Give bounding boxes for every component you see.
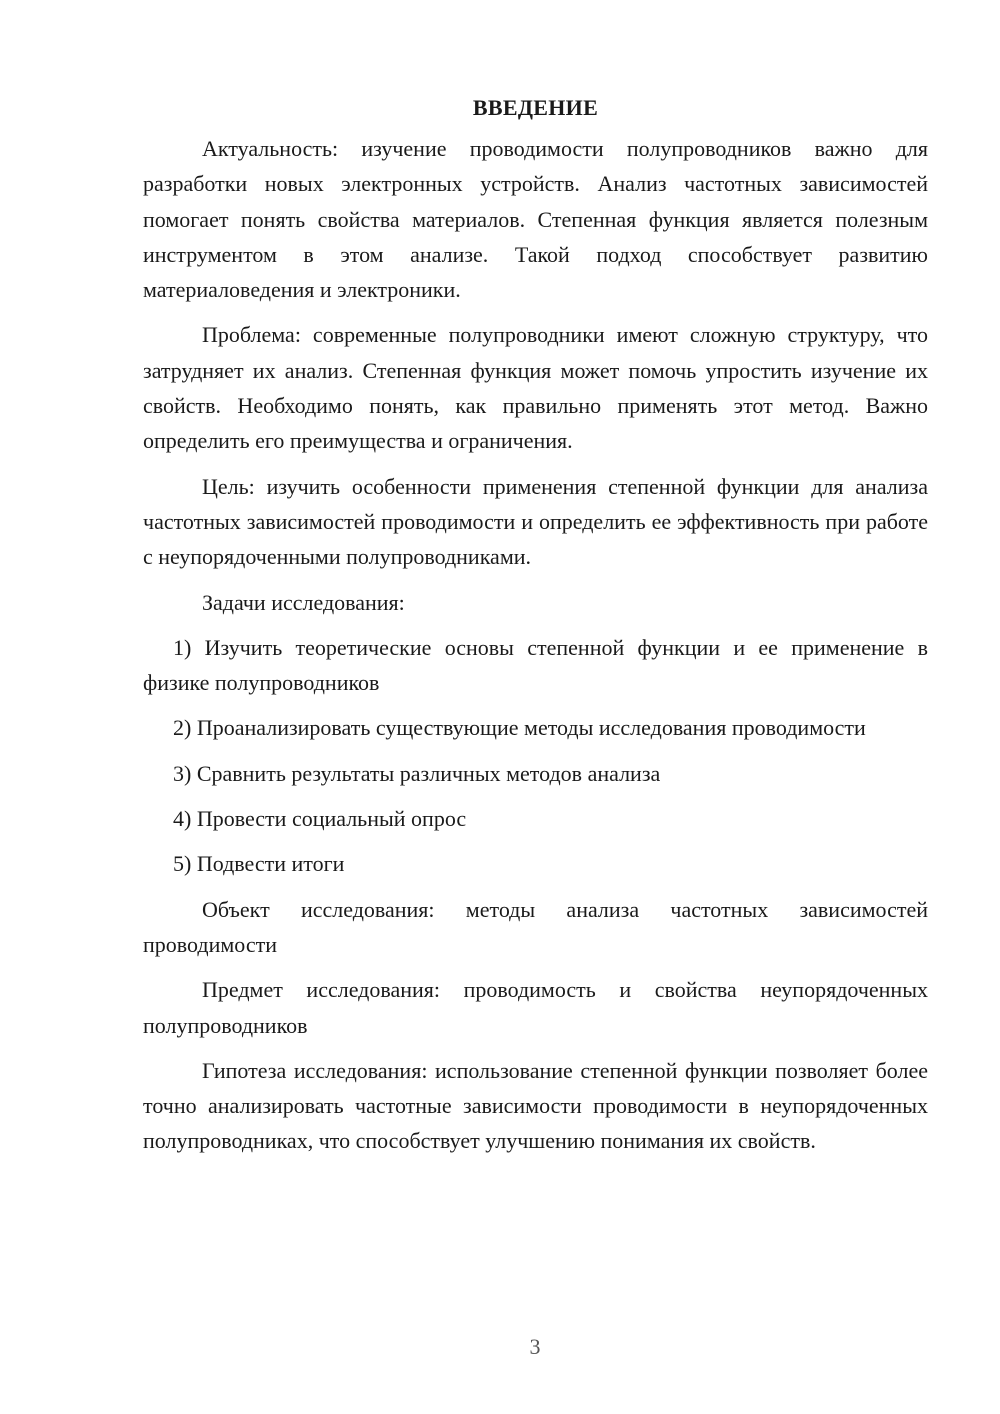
document-page [143,90,928,1169]
subject-paragraph: Предмет исследования: проводимость и свойства неупорядоченных полупроводников [143,977,928,1038]
tasks-heading: Задачи исследования: [202,589,405,615]
task-item: 4) Провести социальный опрос [173,806,467,832]
hypothesis-paragraph: Гипотеза исследования: использование степенной функции позволяет более точно анализировать частотные зависимости проводимости в неупорядоченных полупроводниках, что способствует улучшению понимания их свойств. [143,1057,928,1154]
task-item: 5) Подвести итоги [173,851,345,877]
section-title: ВВЕДЕНИЕ [472,95,599,120]
page-number: 3 [529,1334,541,1359]
task-item: 3) Сравнить результаты различных методов анализа [173,760,661,786]
object-paragraph: Объект исследования: методы анализа частотных зависимостей проводимости [143,896,928,957]
goal-paragraph: Цель: изучить особенности применения степенной функции для анализа частотных зависимостей проводимости и определить ее эффективность при работе с неупорядоченными полупроводниками. [143,473,928,570]
task-item: 2) Проанализировать существующие методы исследования проводимости [173,715,866,741]
problem-paragraph: Проблема: современные полупроводники имеют сложную структуру, что затрудняет их анализ. Степенная функция может помочь упростить изучение их свойств. Необходимо понять, как правильно применять этот метод. Важно определить его преимущества и ограничения. [143,322,928,454]
relevance-paragraph: Актуальность: изучение проводимости полупроводников важно для разработки новых электронных устройств. Анализ частотных зависимостей помогает понять свойства материалов. Степенная функция является полезным инструментом в этом анализе. Такой подход способствует развитию материаловедения и электроники. [143,136,928,303]
task-item: 1) Изучить теоретические основы степенной функции и ее применение в физике полупроводников [143,634,928,696]
